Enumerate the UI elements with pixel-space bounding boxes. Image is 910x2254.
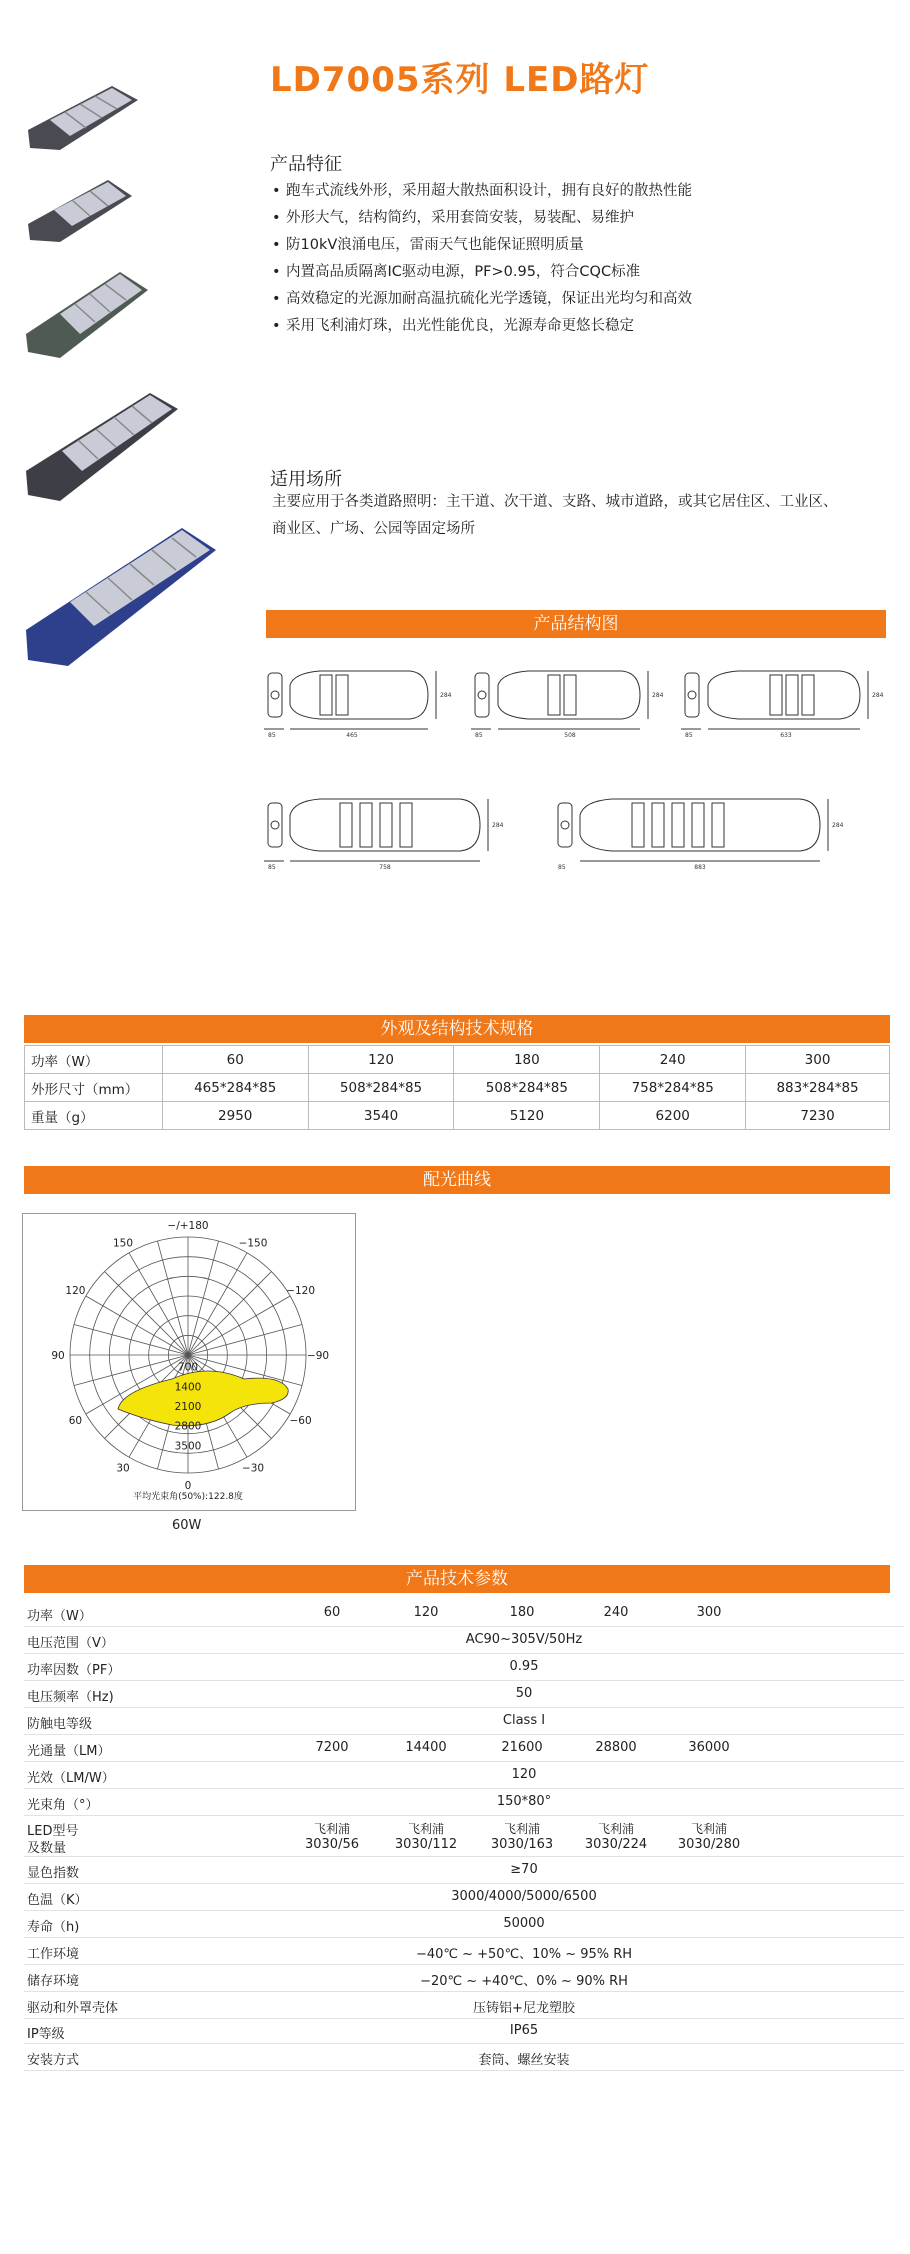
- polar-spoke: [105, 1272, 188, 1355]
- polar-spoke: [188, 1296, 290, 1355]
- table-row: 安装方式 套筒、螺丝安装: [24, 2044, 904, 2071]
- polar-spoke: [188, 1253, 247, 1355]
- structure-drawings: [260, 655, 900, 910]
- table-row: 色温（K） 3000/4000/5000/6500: [24, 1884, 904, 1911]
- table-row: 外形尺寸（mm） 465*284*85 508*284*85 508*284*85 758*284*85 883*284*85: [25, 1074, 890, 1102]
- table-row: 寿命（h) 50000: [24, 1911, 904, 1938]
- lamp-photo-3: [20, 262, 150, 362]
- dim-width-5: 883: [694, 864, 706, 871]
- polar-angle-label: −90: [306, 1350, 330, 1362]
- polar-angle-label: −30: [241, 1462, 265, 1475]
- polar-angle-label: 30: [116, 1462, 130, 1475]
- polar-diagram: [22, 1213, 354, 1509]
- polar-angle-label: −/+180: [167, 1220, 209, 1232]
- feature-item: • 防10kV浪涌电压，雷雨天气也能保证照明质量: [272, 237, 584, 253]
- table-row: 功率（W） 60 120 180 240 300: [24, 1600, 904, 1627]
- polar-angle-label: −120: [286, 1285, 316, 1297]
- polar-angle-label: 0: [184, 1480, 192, 1492]
- params-table: [24, 1600, 904, 2160]
- polar-angle-label: 90: [51, 1350, 65, 1362]
- polar-spoke: [86, 1296, 188, 1355]
- feature-item: • 跑车式流线外形，采用超大散热面积设计，拥有良好的散热性能: [272, 183, 692, 199]
- table-row: 防触电等级 Class Ⅰ: [24, 1708, 904, 1735]
- table-row: 功率因数（PF） 0.95: [24, 1654, 904, 1681]
- dim-width-3: 633: [780, 732, 792, 739]
- light-curve-shape: [118, 1371, 288, 1426]
- applications-text: 主要应用于各类道路照明：主干道、次干道、支路、城市道路，或其它居住区、工业区、 商业区、广场、公园等固定场所: [272, 494, 838, 537]
- lamp-photo-2: [20, 170, 140, 250]
- table-row: 电压范围（V） AC90~305V/50Hz: [24, 1627, 904, 1654]
- specs-table: [24, 1045, 890, 1130]
- feature-item: • 高效稳定的光源加耐高温抗硫化光学透镜，保证出光均匀和高效: [272, 291, 692, 307]
- specs-heading: 外观及结构技术规格: [24, 1015, 890, 1043]
- polar-ring-label: 3500: [174, 1440, 202, 1453]
- table-row: 光束角（°） 150*80°: [24, 1789, 904, 1816]
- polar-spoke: [188, 1272, 271, 1355]
- table-row: 光通量（LM） 7200 14400 21600 28800 36000: [24, 1735, 904, 1762]
- dim-width-2: 508: [564, 732, 576, 739]
- table-row: 重量（g） 2950 3540 5120 6200 7230: [25, 1102, 890, 1130]
- polar-angle-label: 120: [65, 1285, 86, 1297]
- table-row: 储存环境 −20℃ ~ +40℃、0% ~ 90% RH: [24, 1965, 904, 1992]
- polar-angle-label: −60: [289, 1415, 312, 1427]
- lamp-photo-4: [20, 385, 180, 505]
- dim-depth-5: 85: [558, 864, 566, 871]
- table-row: 电压频率（Hz) 50: [24, 1681, 904, 1708]
- lamp-photo-5: [20, 520, 220, 670]
- polar-angle-label: 150: [112, 1237, 134, 1250]
- polar-ring-label: 2800: [174, 1420, 202, 1433]
- structure-heading: 产品结构图: [266, 610, 886, 638]
- applications-heading: 适用场所: [270, 469, 342, 490]
- polar-ring-label: 1400: [174, 1381, 202, 1394]
- dim-width-1: 465: [346, 732, 358, 739]
- table-row: IP等级 IP65: [24, 2019, 904, 2044]
- dim-width-4: 758: [379, 864, 391, 871]
- polar-ring-label: 2100: [174, 1401, 202, 1413]
- dim-height-4: 284: [492, 822, 504, 829]
- polar-angle-label: −150: [238, 1237, 268, 1250]
- table-row: LED型号 及数量 飞利浦 飞利浦 飞利浦 飞利浦 飞利浦 3030/56 3030/112 3030/163 3030/224 3030/280: [24, 1816, 904, 1857]
- table-row: 光效（LM/W） 120: [24, 1762, 904, 1789]
- dim-depth-3: 85: [685, 732, 693, 739]
- polar-spoke: [129, 1253, 188, 1355]
- features-heading: 产品特征: [270, 154, 342, 175]
- table-row: 功率（W） 60 120 180 240 300: [25, 1046, 890, 1074]
- table-row: 显色指数 ≥70: [24, 1857, 904, 1884]
- dim-depth-1: 85: [268, 732, 276, 739]
- dim-height-5: 284: [832, 822, 844, 829]
- dim-height-3: 284: [872, 692, 884, 699]
- table-row: 驱动和外罩壳体 压铸铝+尼龙塑胶: [24, 1992, 904, 2019]
- lamp-photo-1: [20, 78, 140, 158]
- dim-depth-2: 85: [475, 732, 483, 739]
- beam-angle-note: 平均光束角(50%):122.8度: [133, 1492, 243, 1502]
- polar-angle-label: 60: [68, 1415, 83, 1427]
- dim-height-1: 284: [440, 692, 452, 699]
- light-curve-caption: 60W: [172, 1518, 202, 1533]
- table-row: 工作环境 −40℃ ~ +50℃、10% ~ 95% RH: [24, 1938, 904, 1965]
- params-heading: 产品技术参数: [24, 1565, 890, 1593]
- page-title: LD7005系列 LED路灯: [270, 60, 650, 100]
- polar-ring-label: 700: [177, 1361, 199, 1374]
- dim-height-2: 284: [652, 692, 664, 699]
- features-list: [272, 178, 892, 340]
- feature-item: • 采用飞利浦灯珠，出光性能优良，光源寿命更悠长稳定: [272, 318, 634, 334]
- dim-depth-4: 85: [268, 864, 276, 871]
- feature-item: • 内置高品质隔离IC驱动电源，PF>0.95，符合CQC标准: [272, 264, 641, 280]
- feature-item: • 外形大气，结构简约，采用套筒安装，易装配、易维护: [272, 210, 634, 226]
- light-curve-heading: 配光曲线: [24, 1166, 890, 1194]
